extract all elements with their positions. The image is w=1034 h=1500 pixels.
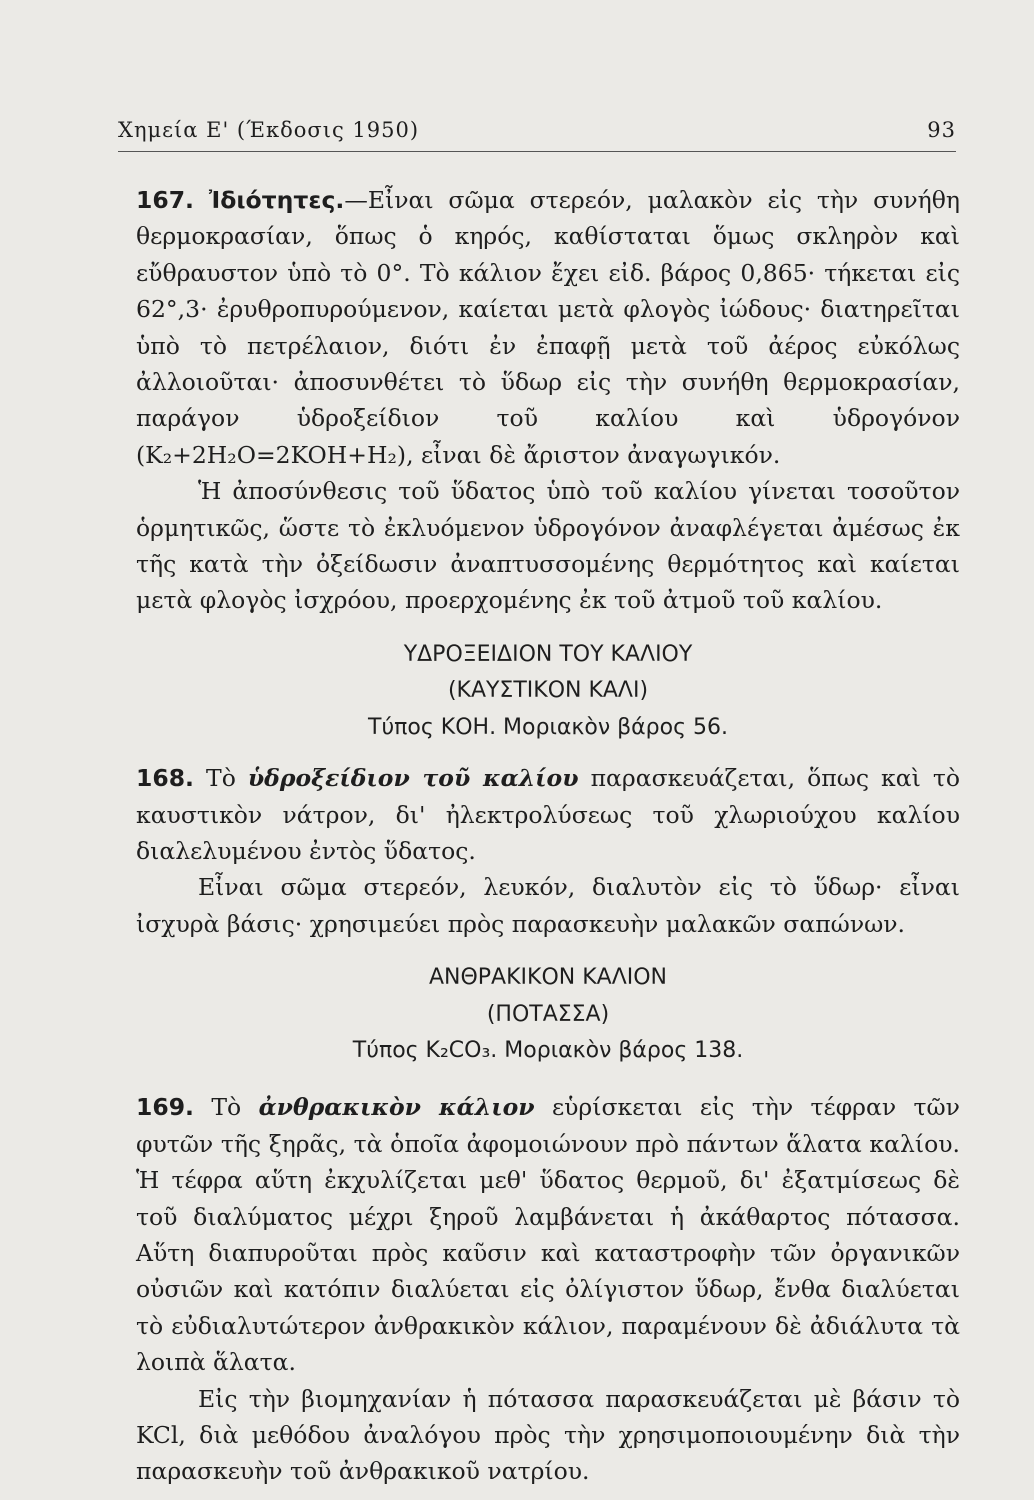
section-169-paragraph-1 <box>136 1089 960 1380</box>
koh-title: ΥΔΡΟΞΕΙΔΙΟΝ ΤΟΥ ΚΑΛΙΟΥ <box>403 641 693 667</box>
section-term: ὑδροξείδιον τοῦ καλίου <box>247 764 579 793</box>
page-number: 93 <box>927 118 956 142</box>
page-body <box>136 182 960 1490</box>
lead-word: Τὸ <box>206 764 236 793</box>
section-number: 167. <box>136 186 194 214</box>
section-number: 168. <box>136 764 194 793</box>
section-term: ἀνθρακικὸν κάλιον <box>258 1093 535 1122</box>
running-title: Χημεία Ε' (Έκδοσις 1950) <box>118 118 420 142</box>
section-heading: Ἰδιότητες. <box>208 186 345 214</box>
paragraph-text: παρασκευάζεται, ὅπως καὶ τὸ καυστικὸν νάτρον, δι' ἠλεκτρολύσεως τοῦ χλωριούχου καλίου διαλελυμένου ἐντὸς ὕδατος. <box>136 764 960 865</box>
k2co3-formula: Τύπος K₂CO₃. Μοριακὸν βάρος 138. <box>352 1037 744 1063</box>
section-number: 169. <box>136 1093 194 1122</box>
paragraph-text: —Εἶναι σῶμα στερεόν, μαλακὸν εἰς τὴν συνήθη θερμοκρασίαν, ὅπως ὁ κηρός, καθίσταται ὅμως σκληρὸν καὶ εὔθραυστον ὑπὸ τὸ 0°. Τὸ κάλιον ἔχει εἰδ. βάρος 0,865· τήκεται εἰς 62°,3· ἐρυθροπυρούμενον, καίεται μετὰ φλογὸς ἰώδους· διατηρεῖται ὑπὸ τὸ πετρέλαιον, διότι ἐν ἐπαφῇ μετὰ τοῦ ἀέρος εὐκόλως ἀλλοιοῦται· ἀποσυνθέτει τὸ ὕδωρ εἰς τὴν συνήθη θερμοκρασίαν, παράγον ὑδροξείδιον τοῦ καλίου καὶ ὑδρογόνον (K₂+2H₂O=2KOH+H₂), εἶναι δὲ ἄριστον ἀναγωγικόν. <box>136 186 960 469</box>
koh-subtitle: (ΚΑΥΣΤΙΚΟΝ ΚΑΛΙ) <box>447 678 649 704</box>
lead-word: Τὸ <box>211 1093 242 1122</box>
running-header <box>118 118 956 142</box>
k2co3-title: ΑΝΘΡΑΚΙΚΟΝ ΚΑΛΙΟΝ <box>428 965 668 991</box>
section-168-paragraph-2: Εἶναι σῶμα στερεόν, λευκόν, διαλυτὸν εἰς τὸ ὕδωρ· εἶναι ἰσχυρὰ βάσις· χρησιμεύει πρὸς παρασκευὴν μαλακῶν σαπώνων. <box>136 873 960 938</box>
section-168-paragraph-1 <box>136 760 960 869</box>
section-167-paragraph-2: Ἡ ἀποσύνθεσις τοῦ ὕδατος ὑπὸ τοῦ καλίου γίνεται τοσοῦτον ὁρμητικῶς, ὥστε τὸ ἐκλυόμενον ὑδρογόνον ἀναφλέγεται ἀμέσως ἐκ τῆς κατὰ τὴν ὀξείδωσιν ἀναπτυσσομένης θερμότητος καὶ καίεται μετὰ φλογὸς ἰσχρόου, προερχομένης ἐκ τοῦ ἀτμοῦ τοῦ καλίου. <box>136 477 960 615</box>
header-rule <box>118 151 956 152</box>
k2co3-subtitle: (ΠΟΤΑΣΣΑ) <box>486 1001 610 1027</box>
paragraph-text: εὑρίσκεται εἰς τὴν τέφραν τῶν φυτῶν τῆς ξηρᾶς, τὰ ὁποῖα ἀφομοιώνουν πρὸ πάντων ἅλατα καλίου. Ἡ τέφρα αὕτη ἐκχυλίζεται μεθ' ὕδατος θερμοῦ, δι' ἐξατμίσεως δὲ τοῦ διαλύματος μέχρι ξηροῦ λαμβάνεται ἡ ἀκάθαρτος πότασσα. Αὕτη διαπυροῦται πρὸς καῦσιν καὶ καταστροφὴν τῶν ὀργανικῶν οὐσιῶν καὶ κατόπιν διαλύεται εἰς ὀλίγιστον ὕδωρ, ἔνθα διαλύεται τὸ εὐδιαλυτώτερον ἀνθρακικὸν κάλιον, παραμένουν δὲ ἀδιάλυτα τὰ λοιπὰ ἅλατα. <box>136 1093 960 1377</box>
section-169-paragraph-2: Εἰς τὴν βιομηχανίαν ἡ πότασσα παρασκευάζεται μὲ βάσιν τὸ KCl, διὰ μεθόδου ἀναλόγου πρὸς τὴν χρησιμοποιουμένην διὰ τὴν παρασκευὴν τοῦ ἀνθρακικοῦ νατρίου. <box>136 1384 960 1486</box>
koh-formula: Τύπος ΚΟΗ. Μοριακὸν βάρος 56. <box>368 714 728 740</box>
section-167-paragraph-1 <box>136 182 960 473</box>
